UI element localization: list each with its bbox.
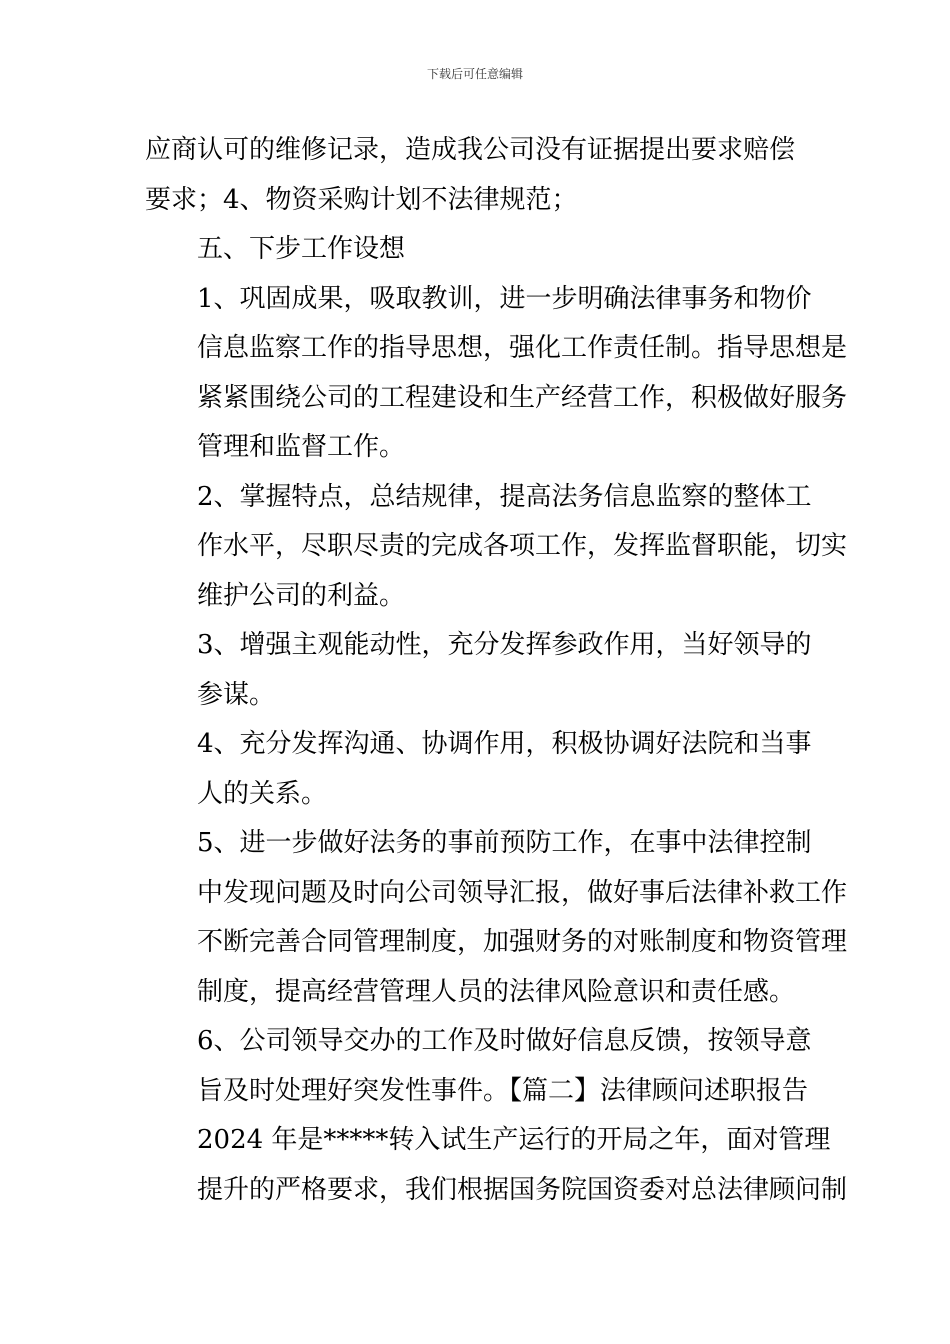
paragraph bbox=[145, 473, 848, 622]
text-line: 1、巩固成果，吸取教训，进一步明确法律事务和物价 bbox=[197, 283, 812, 314]
text-line: 管理和监督工作。 bbox=[197, 432, 406, 462]
text-line: 信息监察工作的指导思想，强化工作责任制。指导思想是 bbox=[197, 333, 848, 363]
paragraph bbox=[145, 720, 810, 819]
text-line: 参谋。 bbox=[197, 679, 276, 710]
paragraph bbox=[145, 621, 810, 720]
text-line: 不断完善合同管理制度，加强财务的对账制度和物资管理 bbox=[197, 927, 848, 957]
text-line: 紧紧围绕公司的工程建设和生产经营工作，积极做好服务 bbox=[197, 382, 848, 413]
text-line: 4、充分发挥沟通、协调作用，积极协调好法院和当事 bbox=[197, 729, 812, 759]
page-header: 下载后可任意编辑 bbox=[426, 67, 523, 81]
paragraph bbox=[145, 1017, 810, 1116]
text-line: 提升的严格要求，我们根据国务院国资委对总法律顾问制 bbox=[197, 1174, 848, 1205]
text-line: 6、公司领导交办的工作及时做好信息反馈，按领导意 bbox=[197, 1026, 812, 1056]
text-line: 5、进一步做好法务的事前预防工作，在事中法律控制 bbox=[197, 828, 812, 858]
text-line: 人的关系。 bbox=[197, 778, 328, 809]
text-line: 2024 年是*****转入试生产运行的开局之年，面对管理 bbox=[197, 1125, 831, 1155]
text-line: 维护公司的利益。 bbox=[197, 580, 406, 611]
text-line: 中发现问题及时向公司领导汇报，做好事后法律补救工作 bbox=[197, 877, 848, 908]
paragraph bbox=[145, 126, 810, 225]
text-line: 3、增强主观能动性，充分发挥参政作用，当好领导的 bbox=[197, 630, 812, 660]
paragraph bbox=[145, 275, 848, 473]
paragraph bbox=[145, 819, 848, 1017]
text-line: 旨及时处理好突发性事件。【篇二】法律顾问述职报告 bbox=[197, 1075, 809, 1106]
text-line: 2、掌握特点，总结规律，提高法务信息监察的整体工 bbox=[197, 481, 812, 512]
text-line: 五、下步工作设想 bbox=[197, 234, 406, 264]
text-line: 作水平，尽职尽责的完成各项工作，发挥监督职能，切实 bbox=[197, 531, 848, 561]
text-line: 制度，提高经营管理人员的法律风险意识和责任感。 bbox=[197, 976, 796, 1007]
text-line: 要求；4、物资采购计划不法律规范； bbox=[145, 184, 578, 215]
text-line: 应商认可的维修记录，造成我公司没有证据提出要求赔偿 bbox=[145, 135, 796, 165]
paragraph bbox=[145, 1116, 848, 1215]
section-heading bbox=[145, 225, 810, 275]
document-body bbox=[145, 126, 848, 1215]
